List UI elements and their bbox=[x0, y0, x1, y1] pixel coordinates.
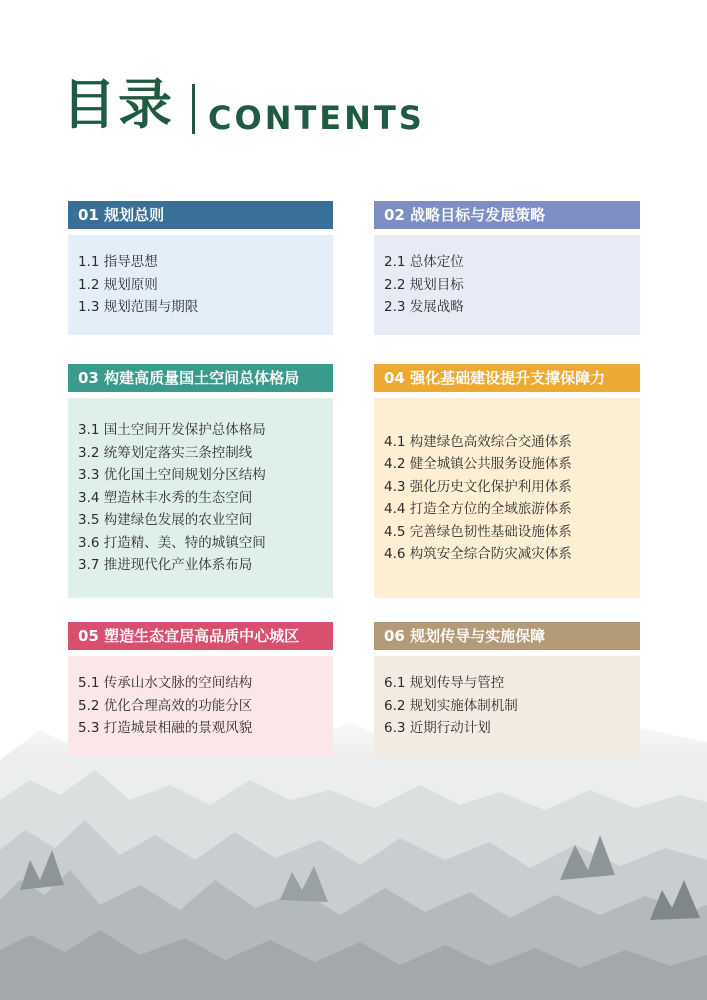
section-03 bbox=[68, 364, 333, 598]
section-06-title: 06 规划传导与实施保障 bbox=[374, 622, 640, 650]
toc-item[interactable]: 1.3 规划范围与期限 bbox=[78, 299, 199, 316]
section-01-title: 01 规划总则 bbox=[68, 201, 333, 229]
section-04-body bbox=[374, 398, 640, 598]
toc-item[interactable]: 5.1 传承山水文脉的空间结构 bbox=[78, 675, 253, 692]
toc-item[interactable]: 3.1 国土空间开发保护总体格局 bbox=[78, 422, 266, 439]
page-title-english: CONTENTS bbox=[208, 99, 425, 137]
toc-item[interactable]: 4.5 完善绿色韧性基础设施体系 bbox=[384, 523, 572, 540]
toc-item[interactable]: 3.7 推进现代化产业体系布局 bbox=[78, 557, 253, 574]
section-04 bbox=[374, 364, 640, 598]
section-05-title: 05 塑造生态宜居高品质中心城区 bbox=[68, 622, 333, 650]
toc-item[interactable]: 3.6 打造精、美、特的城镇空间 bbox=[78, 534, 266, 551]
section-05-body bbox=[68, 656, 333, 756]
toc-item[interactable]: 5.2 优化合理高效的功能分区 bbox=[78, 697, 253, 714]
toc-item[interactable]: 4.3 强化历史文化保护利用体系 bbox=[384, 478, 572, 495]
toc-item[interactable]: 2.2 规划目标 bbox=[384, 276, 464, 293]
toc-item[interactable]: 3.5 构建绿色发展的农业空间 bbox=[78, 512, 253, 529]
toc-item[interactable]: 6.1 规划传导与管控 bbox=[384, 675, 505, 692]
toc-item[interactable]: 3.3 优化国土空间规划分区结构 bbox=[78, 467, 266, 484]
toc-item[interactable]: 3.4 塑造林丰水秀的生态空间 bbox=[78, 489, 253, 506]
toc-item[interactable]: 5.3 打造城景相融的景观风貌 bbox=[78, 720, 253, 737]
title-divider bbox=[192, 84, 195, 134]
toc-item[interactable]: 6.2 规划实施体制机制 bbox=[384, 697, 518, 714]
toc-item[interactable]: 2.3 发展战略 bbox=[384, 299, 464, 316]
section-06 bbox=[374, 622, 640, 756]
toc-item[interactable]: 4.2 健全城镇公共服务设施体系 bbox=[384, 456, 572, 472]
section-02-title: 02 战略目标与发展策略 bbox=[374, 201, 640, 229]
page-title: 目录 bbox=[62, 73, 174, 136]
toc-item[interactable]: 4.1 构建绿色高效综合交通体系 bbox=[384, 433, 572, 450]
toc-item[interactable]: 4.4 打造全方位的全域旅游体系 bbox=[384, 501, 572, 517]
toc-item[interactable]: 6.3 近期行动计划 bbox=[384, 720, 491, 737]
section-02 bbox=[374, 201, 640, 335]
section-04-title: 04 强化基础建设提升支撑保障力 bbox=[374, 364, 640, 392]
section-01 bbox=[68, 201, 333, 335]
section-02-body bbox=[374, 235, 640, 335]
section-06-body bbox=[374, 656, 640, 756]
toc-item[interactable]: 3.2 统筹划定落实三条控制线 bbox=[78, 444, 253, 461]
section-05 bbox=[68, 622, 333, 756]
section-03-title: 03 构建高质量国土空间总体格局 bbox=[68, 364, 333, 392]
toc-item[interactable]: 1.1 指导思想 bbox=[78, 254, 158, 271]
section-01-body bbox=[68, 235, 333, 335]
section-03-body bbox=[68, 398, 333, 598]
toc-item[interactable]: 4.6 构筑安全综合防灾减灾体系 bbox=[384, 546, 572, 562]
toc-item[interactable]: 2.1 总体定位 bbox=[384, 254, 464, 271]
toc-item[interactable]: 1.2 规划原则 bbox=[78, 276, 158, 293]
